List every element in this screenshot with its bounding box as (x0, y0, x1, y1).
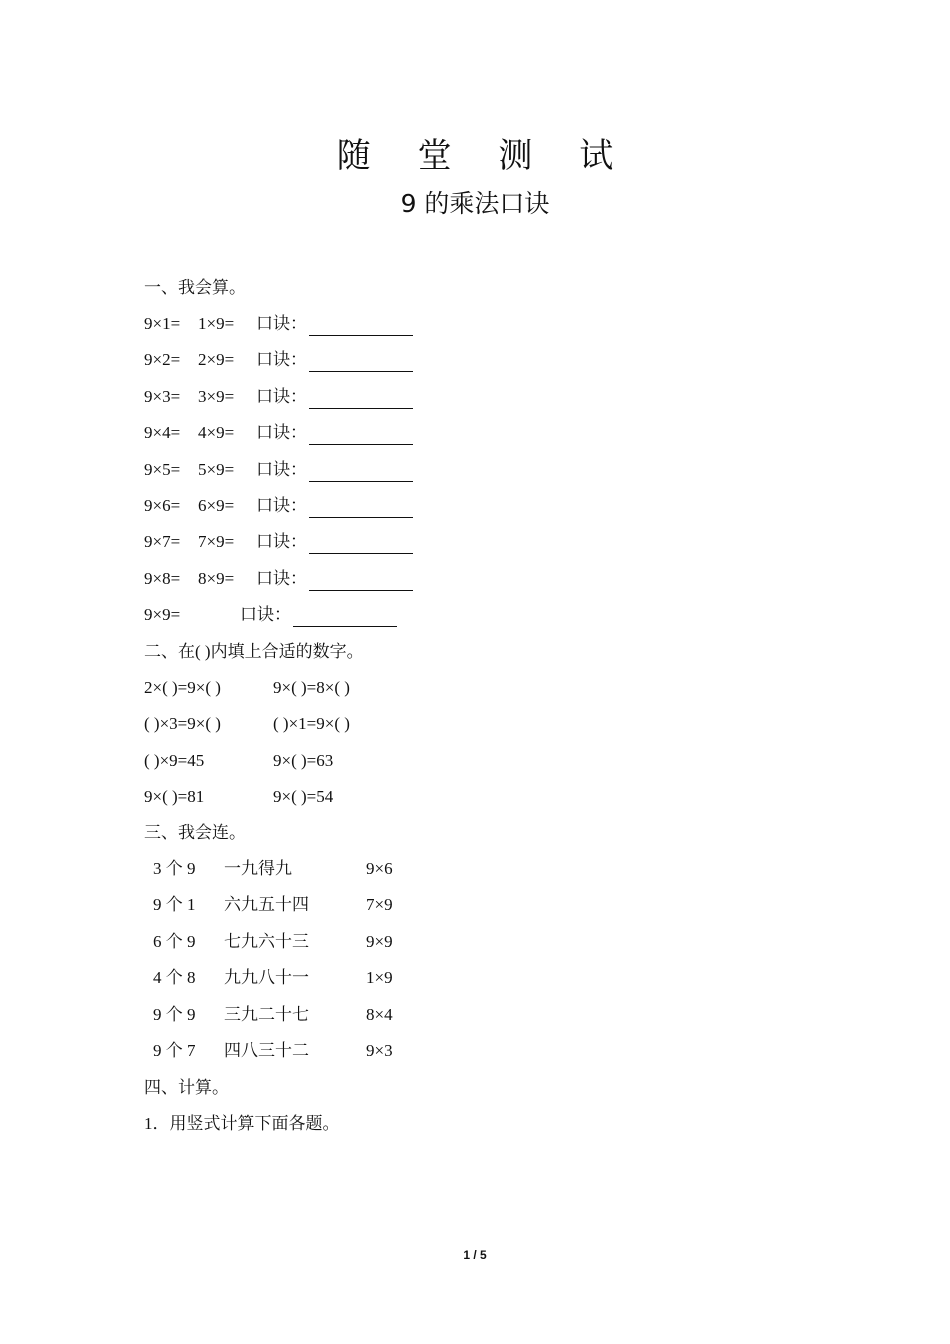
match-right[interactable]: 9×9 (366, 932, 393, 951)
match-mid[interactable]: 七九六十三 (224, 932, 309, 951)
calc-left: 9×9= (144, 605, 181, 624)
match-mid[interactable]: 一九得九 (224, 859, 292, 878)
rhyme-label: 口诀： (256, 569, 307, 588)
section3-heading: 三、我会连。 (144, 823, 246, 842)
rhyme-field (256, 458, 413, 482)
rhyme-field (256, 421, 413, 445)
answer-blank[interactable] (309, 499, 413, 518)
calc-left: 9×1= (144, 314, 181, 333)
rhyme-label: 口诀： (256, 423, 307, 442)
answer-blank[interactable] (309, 535, 413, 554)
fill-left: 2×( )=9×( ) (144, 678, 221, 697)
fill-right: ( )×1=9×( ) (273, 714, 350, 733)
match-right[interactable]: 9×6 (366, 859, 393, 878)
match-right[interactable]: 9×3 (366, 1041, 393, 1060)
section4-item1: 1．用竖式计算下面各题。 (144, 1114, 340, 1133)
calc-right: 5×9= (198, 460, 235, 479)
calc-right: 4×9= (198, 423, 235, 442)
rhyme-field (256, 312, 413, 336)
page-subtitle: 9 的乘法口诀 (400, 189, 550, 218)
calc-right: 6×9= (198, 496, 235, 515)
answer-blank[interactable] (309, 390, 413, 409)
calc-left: 9×3= (144, 387, 181, 406)
answer-blank[interactable] (309, 317, 413, 336)
match-right[interactable]: 8×4 (366, 1005, 393, 1024)
calc-left: 9×4= (144, 423, 181, 442)
match-left[interactable]: 9 个 1 (153, 895, 196, 914)
calc-right: 3×9= (198, 387, 235, 406)
rhyme-field (240, 603, 397, 627)
rhyme-label: 口诀： (256, 350, 307, 369)
calc-right: 1×9= (198, 314, 235, 333)
match-left[interactable]: 6 个 9 (153, 932, 196, 951)
rhyme-label: 口诀： (256, 460, 307, 479)
answer-blank[interactable] (309, 426, 413, 445)
fill-right: 9×( )=63 (273, 751, 334, 770)
answer-blank[interactable] (309, 353, 413, 372)
rhyme-label: 口诀： (256, 532, 307, 551)
page-number: 1 / 5 (463, 1248, 487, 1262)
rhyme-label: 口诀： (256, 314, 307, 333)
fill-left: ( )×3=9×( ) (144, 714, 221, 733)
match-mid[interactable]: 六九五十四 (224, 895, 309, 914)
fill-left: 9×( )=81 (144, 787, 205, 806)
rhyme-field (256, 567, 413, 591)
fill-right: 9×( )=8×( ) (273, 678, 350, 697)
calc-right: 2×9= (198, 350, 235, 369)
calc-left: 9×2= (144, 350, 181, 369)
section4-heading: 四、计算。 (144, 1078, 229, 1097)
calc-left: 9×6= (144, 496, 181, 515)
rhyme-label: 口诀： (256, 496, 307, 515)
section1-heading: 一、我会算。 (144, 278, 246, 297)
answer-blank[interactable] (309, 463, 413, 482)
page-title: 随 堂 测 试 (336, 136, 632, 176)
answer-blank[interactable] (309, 572, 413, 591)
fill-left: ( )×9=45 (144, 751, 205, 770)
rhyme-label: 口诀： (240, 605, 291, 624)
match-left[interactable]: 9 个 7 (153, 1041, 196, 1060)
match-left[interactable]: 9 个 9 (153, 1005, 196, 1024)
match-mid[interactable]: 九九八十一 (224, 968, 309, 987)
rhyme-field (256, 348, 413, 372)
calc-right: 7×9= (198, 532, 235, 551)
rhyme-field (256, 385, 413, 409)
match-mid[interactable]: 四八三十二 (224, 1041, 309, 1060)
section2-heading: 二、在( )内填上合适的数字。 (144, 642, 364, 661)
match-right[interactable]: 7×9 (366, 895, 393, 914)
rhyme-field (256, 530, 413, 554)
answer-blank[interactable] (293, 608, 397, 627)
calc-left: 9×5= (144, 460, 181, 479)
rhyme-field (256, 494, 413, 518)
calc-left: 9×7= (144, 532, 181, 551)
calc-right: 8×9= (198, 569, 235, 588)
calc-left: 9×8= (144, 569, 181, 588)
fill-right: 9×( )=54 (273, 787, 334, 806)
match-left[interactable]: 3 个 9 (153, 859, 196, 878)
match-left[interactable]: 4 个 8 (153, 968, 196, 987)
match-right[interactable]: 1×9 (366, 968, 393, 987)
rhyme-label: 口诀： (256, 387, 307, 406)
match-mid[interactable]: 三九二十七 (224, 1005, 309, 1024)
